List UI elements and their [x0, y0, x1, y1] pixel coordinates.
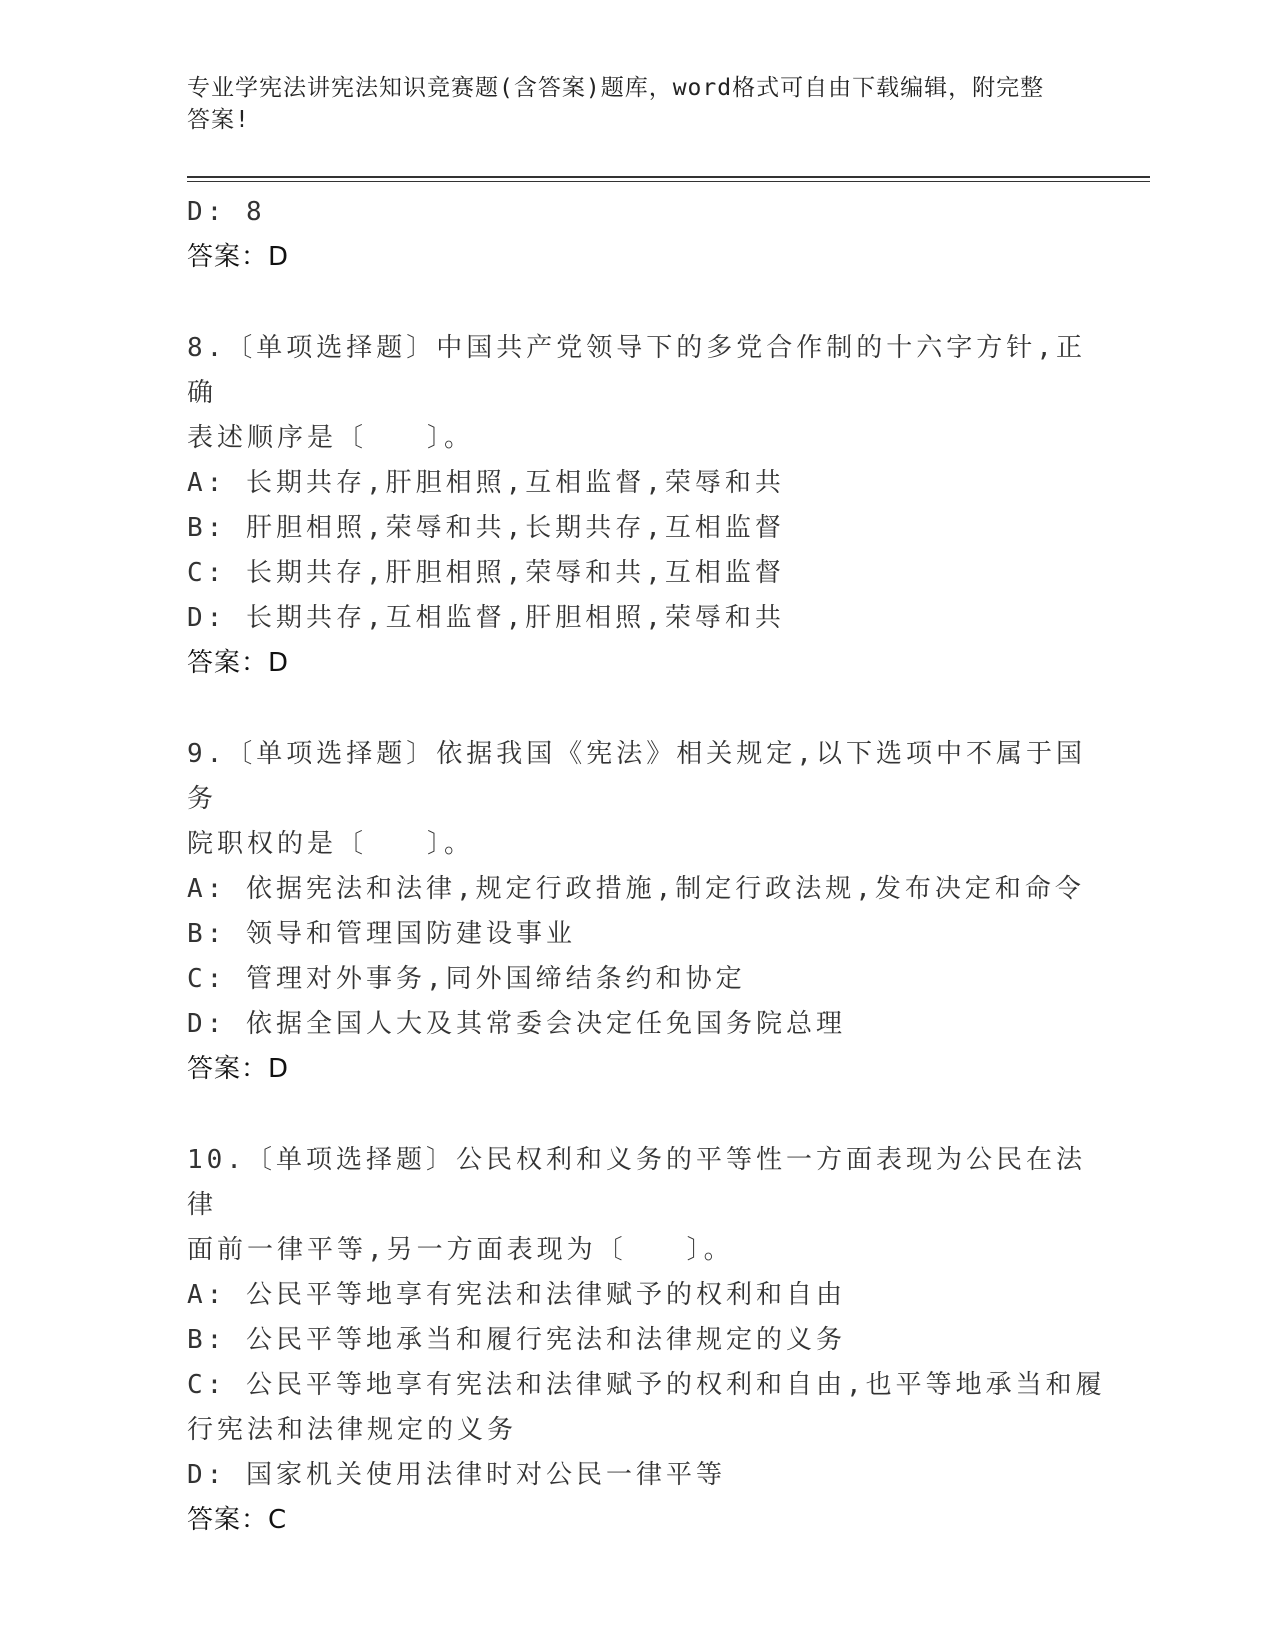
option-b: B: 领导和管理国防建设事业 — [187, 919, 576, 949]
question-block — [187, 326, 1087, 686]
option-a: A: 公民平等地享有宪法和法律赋予的权利和自由 — [187, 1280, 846, 1310]
option-b: B: 公民平等地承当和履行宪法和法律规定的义务 — [187, 1325, 846, 1355]
question-text-line: 8.〔单项选择题〕中国共产党领导下的多党合作制的十六字方针,正确 — [187, 333, 1086, 408]
option-d: D: 依据全国人大及其常委会决定任免国务院总理 — [187, 1009, 846, 1039]
question-text-line: 10.〔单项选择题〕公民权利和义务的平等性一方面表现为公民在法律 — [187, 1145, 1086, 1220]
option-d: D: 国家机关使用法律时对公民一律平等 — [187, 1460, 726, 1490]
question-block — [187, 732, 1087, 1092]
question-text-line: 院职权的是〔 〕。 — [187, 829, 475, 859]
answer-line: 答案：D — [187, 242, 290, 272]
question-text-line: 表述顺序是〔 〕。 — [187, 423, 475, 453]
header-rule-thin — [187, 181, 1150, 182]
option-d: D: 长期共存,互相监督,肝胆相照,荣辱和共 — [187, 603, 785, 633]
answer-line: 答案：C — [187, 1505, 288, 1535]
option-a: A: 依据宪法和法律,规定行政措施,制定行政法规,发布决定和命令 — [187, 874, 1085, 904]
document-body — [187, 190, 1106, 1543]
answer-line: 答案：D — [187, 648, 290, 678]
header-rule-thick — [187, 176, 1150, 178]
option-b: B: 肝胆相照,荣辱和共,长期共存,互相监督 — [187, 513, 785, 543]
question-text-line: 9.〔单项选择题〕依据我国《宪法》相关规定,以下选项中不属于国务 — [187, 739, 1086, 814]
document-header: 专业学宪法讲宪法知识竞赛题(含答案)题库，word格式可自由下载编辑，附完整答案! — [187, 75, 1045, 133]
question-block — [187, 1138, 1106, 1543]
option-c: C: 长期共存,肝胆相照,荣辱和共,互相监督 — [187, 558, 785, 588]
option-d: D: 8 — [187, 197, 266, 227]
option-a: A: 长期共存,肝胆相照,互相监督,荣辱和共 — [187, 468, 785, 498]
answer-line: 答案：D — [187, 1054, 290, 1084]
option-c: C: 公民平等地享有宪法和法律赋予的权利和自由,也平等地承当和履 — [187, 1370, 1106, 1400]
question-text-line: 面前一律平等,另一方面表现为〔 〕。 — [187, 1235, 734, 1265]
option-c: C: 管理对外事务,同外国缔结条约和协定 — [187, 964, 746, 994]
option-c-continued: 行宪法和法律规定的义务 — [187, 1415, 518, 1445]
